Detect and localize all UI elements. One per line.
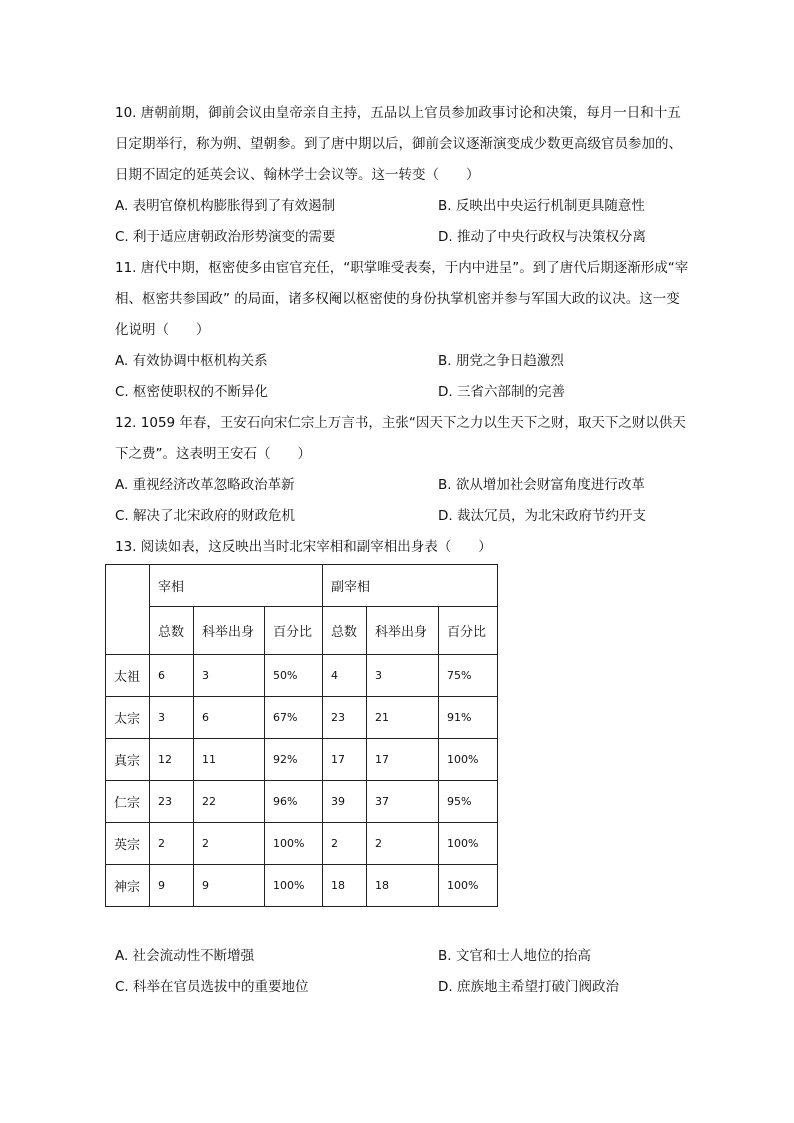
option-a[interactable]: A. 重视经济改革忽略政治革新	[115, 477, 295, 493]
table-cell: 100%	[265, 823, 323, 865]
table-cell: 22	[194, 781, 265, 823]
text-line: 日期不固定的延英会议、翰林学士会议等。这一转变（ ）	[115, 167, 480, 183]
table-cell: 91%	[439, 697, 498, 739]
emperor-cell: 神宗	[106, 865, 150, 907]
table-cell: 100%	[439, 865, 498, 907]
option-d[interactable]: D. 裁汰冗员，为北宋政府节约开支	[438, 508, 646, 524]
emperor-cell: 太宗	[106, 697, 150, 739]
option-b[interactable]: B. 文官和士人地位的抬高	[438, 948, 591, 964]
option-d[interactable]: D. 庶族地主希望打破门阀政治	[438, 979, 619, 995]
table-cell: 3	[150, 697, 194, 739]
table-row	[106, 781, 498, 823]
table-cell: 67%	[265, 697, 323, 739]
option-d[interactable]: D. 推动了中央行政权与决策权分离	[438, 229, 646, 245]
table-cell: 9	[194, 865, 265, 907]
table-cell: 6	[150, 655, 194, 697]
table-cell: 95%	[439, 781, 498, 823]
emperor-cell: 真宗	[106, 739, 150, 781]
table-cell: 2	[194, 823, 265, 865]
table-cell: 100%	[439, 823, 498, 865]
table-row	[106, 697, 498, 739]
emperor-cell: 太祖	[106, 655, 150, 697]
question-13-options-row2	[115, 972, 715, 1003]
table-cell: 6	[194, 697, 265, 739]
text-line: 11. 唐代中期，枢密使多由宦官充任，“职掌唯受表奏，于内中进呈”。到了唐代后期逐渐形成“宰	[115, 260, 689, 276]
question-10-options-row1	[115, 191, 715, 222]
table-row	[106, 739, 498, 781]
table-cell: 100%	[439, 739, 498, 781]
option-a[interactable]: A. 社会流动性不断增强	[115, 948, 255, 964]
option-b[interactable]: B. 欲从增加社会财富角度进行改革	[438, 477, 645, 493]
table-cell: 96%	[265, 781, 323, 823]
table-cell: 100%	[265, 865, 323, 907]
table-cell: 18	[323, 865, 367, 907]
table-subheader-row	[106, 607, 498, 655]
emperor-cell: 英宗	[106, 823, 150, 865]
table-cell: 92%	[265, 739, 323, 781]
table-cell: 2	[150, 823, 194, 865]
text-line: 化说明（ ）	[115, 322, 210, 338]
chancellor-origin-table	[105, 564, 498, 907]
subheader-total: 总数	[150, 607, 194, 655]
emperor-cell: 仁宗	[106, 781, 150, 823]
option-c[interactable]: C. 枢密使职权的不断异化	[115, 384, 269, 400]
table-cell: 75%	[439, 655, 498, 697]
option-a[interactable]: A. 有效协调中枢机构关系	[115, 353, 268, 369]
option-c[interactable]: C. 利于适应唐朝政治形势演变的需要	[115, 229, 336, 245]
table-cell: 17	[367, 739, 439, 781]
table-cell: 11	[194, 739, 265, 781]
option-b[interactable]: B. 朋党之争日趋激烈	[438, 353, 564, 369]
text-line: 相、枢密共参国政” 的局面，诸多权阉以枢密使的身份执掌机密并参与军国大政的议决。这一变	[115, 291, 680, 307]
question-11-options-row1	[115, 346, 715, 377]
question-13-options-row1	[115, 941, 715, 972]
option-d[interactable]: D. 三省六部制的完善	[438, 384, 565, 400]
table-cell: 12	[150, 739, 194, 781]
question-12-options-row1	[115, 470, 715, 501]
table-cell: 23	[150, 781, 194, 823]
table-cell: 39	[323, 781, 367, 823]
table-corner-cell	[106, 565, 150, 655]
subheader-percent: 百分比	[439, 607, 498, 655]
subheader-total: 总数	[323, 607, 367, 655]
table-cell: 37	[367, 781, 439, 823]
subheader-percent: 百分比	[265, 607, 323, 655]
subheader-keju: 科举出身	[194, 607, 265, 655]
table-cell: 18	[367, 865, 439, 907]
question-12-options-row2	[115, 501, 715, 532]
question-12-stem	[115, 408, 715, 470]
option-b[interactable]: B. 反映出中央运行机制更具随意性	[438, 198, 645, 214]
table-cell: 3	[367, 655, 439, 697]
question-11-options-row2	[115, 377, 715, 408]
question-10-options-row2	[115, 222, 715, 253]
table-cell: 17	[323, 739, 367, 781]
table-row	[106, 865, 498, 907]
question-13-stem	[115, 532, 715, 563]
table-cell: 21	[367, 697, 439, 739]
text-line: 下之费”。这表明王安石（ ）	[115, 446, 311, 462]
table-cell: 4	[323, 655, 367, 697]
text-line: 10. 唐朝前期，御前会议由皇帝亲自主持，五品以上官员参加政事讨论和决策，每月一日和十五	[115, 105, 681, 121]
option-c[interactable]: C. 解决了北宋政府的财政危机	[115, 508, 296, 524]
text-line: 12. 1059 年春，王安石向宋仁宗上万言书，主张“因天下之力以生天下之财，取天下之财以供天	[115, 415, 686, 431]
header-vice-chancellor: 副宰相	[323, 565, 498, 607]
table-group-header-row	[106, 565, 498, 607]
subheader-keju: 科举出身	[367, 607, 439, 655]
question-11-stem	[115, 253, 715, 346]
table-cell: 2	[323, 823, 367, 865]
text-line: 13. 阅读如表，这反映出当时北宋宰相和副宰相出身表（ ）	[115, 539, 492, 555]
table-row	[106, 823, 498, 865]
table-cell: 50%	[265, 655, 323, 697]
table-cell: 3	[194, 655, 265, 697]
question-10-stem	[115, 98, 715, 191]
table-cell: 23	[323, 697, 367, 739]
table-row	[106, 655, 498, 697]
text-line: 日定期举行，称为朔、望朝参。到了唐中期以后，御前会议逐渐演变成少数更高级官员参加的、	[115, 136, 682, 152]
option-c[interactable]: C. 科举在官员选拔中的重要地位	[115, 979, 309, 995]
option-a[interactable]: A. 表明官僚机构膨胀得到了有效遏制	[115, 198, 336, 214]
table-cell: 2	[367, 823, 439, 865]
table-cell: 9	[150, 865, 194, 907]
header-chancellor: 宰相	[150, 565, 323, 607]
